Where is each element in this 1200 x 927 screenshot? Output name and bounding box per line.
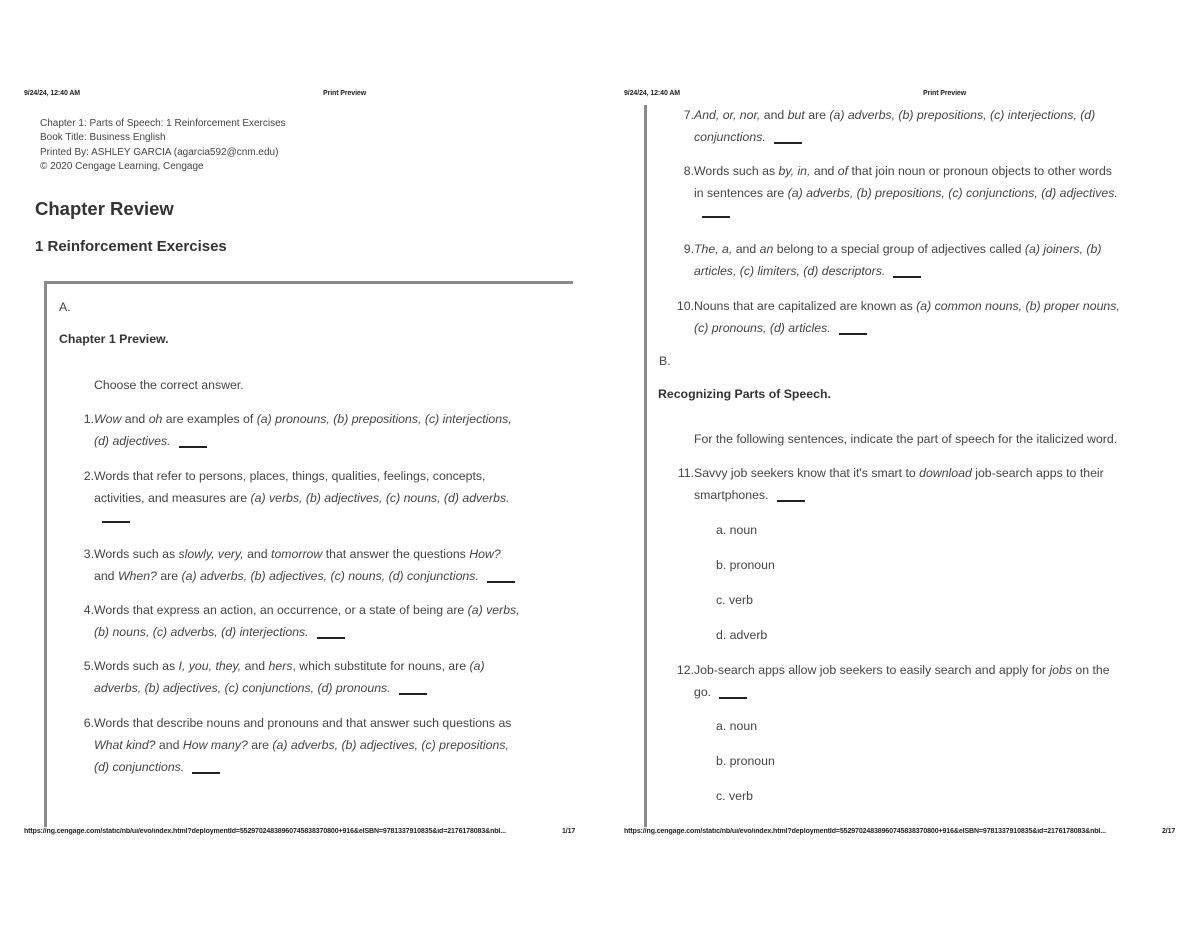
q-text: are [156, 569, 182, 583]
q-text: and [810, 164, 838, 178]
q-text: (a) verbs, (b) adjectives, (c) nouns, (d) adverbs. [250, 491, 510, 505]
meta-chapter: Chapter 1: Parts of Speech: 1 Reinforcement Exercises [40, 118, 286, 129]
chapter-heading: Chapter Review [35, 198, 174, 219]
q-text: (c) pronouns, (d) articles. [694, 321, 831, 335]
question-8 [676, 160, 1196, 226]
meta-printed-by: Printed By: ASHLEY GARCIA (agarcia592@cnm.edu) [40, 146, 279, 158]
footer-page-number: 2/17 [1162, 828, 1176, 835]
q-text: and [241, 659, 269, 673]
answer-blank[interactable] [102, 521, 130, 523]
q-text: are [247, 738, 273, 752]
q12-option-c[interactable]: c. verb [716, 789, 753, 803]
q-text: but [787, 108, 805, 122]
question-number: 9. [683, 242, 694, 256]
question-number: 8. [683, 164, 694, 178]
q-text: go. [694, 685, 712, 699]
q-text: are [804, 108, 830, 122]
answer-blank[interactable] [777, 500, 805, 502]
footer-url: https://ng.cengage.com/static/nb/ui/evo/index.html?deploymentId=55297024838960745838370800+916&eISBN=9781337910835&id=2176178083&nbI... [624, 828, 1106, 835]
q-text: (d) conjunctions. [94, 760, 185, 774]
q-text: and [94, 569, 118, 583]
question-7 [676, 104, 1196, 148]
q11-option-d[interactable]: d. adverb [716, 628, 768, 642]
q-text: slowly, very, [178, 547, 244, 561]
q-text: that answer the questions [322, 547, 470, 561]
q-text: download [919, 466, 972, 480]
q-text: Words such as [94, 659, 179, 673]
q11-option-a[interactable]: a. noun [716, 523, 758, 537]
section-heading: 1 Reinforcement Exercises [35, 238, 227, 255]
q-text: and [243, 547, 272, 561]
q-text: Savvy job seekers know that it's smart to [694, 466, 920, 480]
question-number: 1. [83, 412, 94, 426]
q-text: Words such as [694, 164, 779, 178]
q-text: The, a, [694, 242, 733, 256]
q-text: are examples of [162, 412, 257, 426]
question-3 [76, 543, 576, 587]
header-date: 9/24/24, 12:40 AM [24, 90, 81, 97]
part-b-title: Recognizing Parts of Speech. [658, 387, 831, 401]
exercise-box-top-border [44, 281, 573, 284]
footer-url: https://ng.cengage.com/static/nb/ui/evo/index.html?deploymentId=55297024838960745838370800+916&eISBN=9781337910835&id=2176178083&nbI... [24, 828, 506, 835]
q-text: (a) adverbs, (b) prepositions, (c) conjunctions, (d) adjectives. [787, 186, 1118, 200]
q-text: (a) pronouns, (b) prepositions, (c) interjections, [256, 412, 512, 426]
answer-blank[interactable] [399, 693, 427, 695]
question-4 [76, 599, 576, 643]
question-1 [76, 408, 576, 452]
question-number: 2. [83, 469, 94, 483]
question-5 [76, 655, 576, 699]
answer-blank[interactable] [839, 333, 867, 335]
q-text: How? [469, 547, 501, 561]
answer-blank[interactable] [487, 581, 515, 583]
answer-blank[interactable] [893, 276, 921, 278]
q-text: on the [1072, 663, 1110, 677]
q-text: job-search apps to their [971, 466, 1104, 480]
q-text: an [759, 242, 774, 256]
q-text: (b) nouns, (c) adverbs, (d) interjections. [94, 625, 309, 639]
q-text: (a) common nouns, (b) proper nouns, [916, 299, 1120, 313]
header-title: Print Preview [323, 90, 367, 97]
q-text: and [760, 108, 788, 122]
q-text: adverbs, (b) adjectives, (c) conjunctions, (d) pronouns. [94, 681, 391, 695]
q-text: jobs [1049, 663, 1072, 677]
q-text: by, in, [778, 164, 811, 178]
q-text: articles, (c) limiters, (d) descriptors. [694, 264, 886, 278]
q-text: conjunctions. [694, 130, 766, 144]
q-text: And, or, nor, [694, 108, 761, 122]
q-text: oh [148, 412, 163, 426]
footer-page-number: 1/17 [562, 828, 576, 835]
question-number: 5. [83, 659, 94, 673]
q-text: hers [268, 659, 293, 673]
part-a-instruction: Choose the correct answer. [94, 378, 244, 392]
q-text: Words that refer to persons, places, things, qualities, feelings, concepts, [94, 469, 486, 483]
page-2 [600, 0, 1200, 927]
exercise-box-left-border [644, 105, 647, 827]
q11-option-b[interactable]: b. pronoun [716, 558, 775, 572]
q-text: of [837, 164, 849, 178]
document-meta [40, 117, 286, 174]
meta-copyright: © 2020 Cengage Learning, Cengage [40, 160, 204, 172]
question-number: 4. [83, 603, 94, 617]
q-text: (a) joiners, (b) [1024, 242, 1102, 256]
answer-blank[interactable] [179, 446, 207, 448]
q-text: activities, and measures are [94, 491, 251, 505]
exercise-box-left-border [44, 281, 47, 827]
question-10 [676, 295, 1196, 339]
answer-blank[interactable] [192, 772, 220, 774]
question-number: 7. [683, 108, 694, 122]
q12-option-a[interactable]: a. noun [716, 719, 758, 733]
question-number: 10. [676, 299, 694, 313]
q-text: Nouns that are capitalized are known as [694, 299, 917, 313]
q-text: Words that express an action, an occurrence, or a state of being are [94, 603, 468, 617]
question-number: 3. [83, 547, 94, 561]
question-2 [76, 465, 576, 531]
part-a-label: A. [59, 300, 71, 314]
question-6 [76, 712, 576, 778]
q-text: Wow [94, 412, 122, 426]
q-text: (a) adverbs, (b) prepositions, (c) interjections, (d) [829, 108, 1096, 122]
question-number: 12. [676, 663, 694, 677]
part-b-instruction: For the following sentences, indicate the part of speech for the italicized word. [694, 432, 1118, 446]
answer-blank[interactable] [702, 216, 730, 218]
q-text: Job-search apps allow job seekers to easily search and apply for [694, 663, 1050, 677]
q-text: smartphones. [694, 488, 769, 502]
q-text: I, you, they, [178, 659, 242, 673]
q-text: Words that describe nouns and pronouns and that answer such questions as [94, 716, 512, 730]
q-text: Words such as [94, 547, 179, 561]
question-number: 6. [83, 716, 94, 730]
q-text: (d) adjectives. [94, 434, 171, 448]
question-12 [676, 659, 1196, 703]
q-text: tomorrow [271, 547, 323, 561]
q-text: (a) adverbs, (b) adjectives, (c) prepositions, [272, 738, 509, 752]
q-text: When? [117, 569, 157, 583]
question-11 [676, 462, 1196, 506]
meta-book-title: Book Title: Business English [40, 132, 166, 144]
answer-blank[interactable] [317, 637, 345, 639]
q-text: , which substitute for nouns, are [292, 659, 470, 673]
q-text: belong to a special group of adjectives called [773, 242, 1025, 256]
q-text: (a) adverbs, (b) adjectives, (c) nouns, (d) conjunctions. [181, 569, 479, 583]
question-number: 11. [677, 466, 694, 480]
q-text: and [121, 412, 149, 426]
answer-blank[interactable] [719, 697, 747, 699]
part-a-title: Chapter 1 Preview. [59, 332, 169, 346]
answer-blank[interactable] [774, 142, 802, 144]
part-b-label: B. [659, 354, 671, 368]
header-date: 9/24/24, 12:40 AM [624, 90, 681, 97]
header-title: Print Preview [923, 90, 967, 97]
q-text: that join noun or pronoun objects to other words [848, 164, 1112, 178]
q11-option-c[interactable]: c. verb [716, 593, 753, 607]
question-9 [676, 238, 1196, 282]
q-text: (a) verbs, [467, 603, 520, 617]
q-text: How many? [182, 738, 248, 752]
q-text: and [732, 242, 760, 256]
q-text: in sentences are [694, 186, 788, 200]
q12-option-b[interactable]: b. pronoun [716, 754, 775, 768]
q-text: (a) [469, 659, 485, 673]
q-text: What kind? [94, 738, 156, 752]
q-text: and [155, 738, 183, 752]
